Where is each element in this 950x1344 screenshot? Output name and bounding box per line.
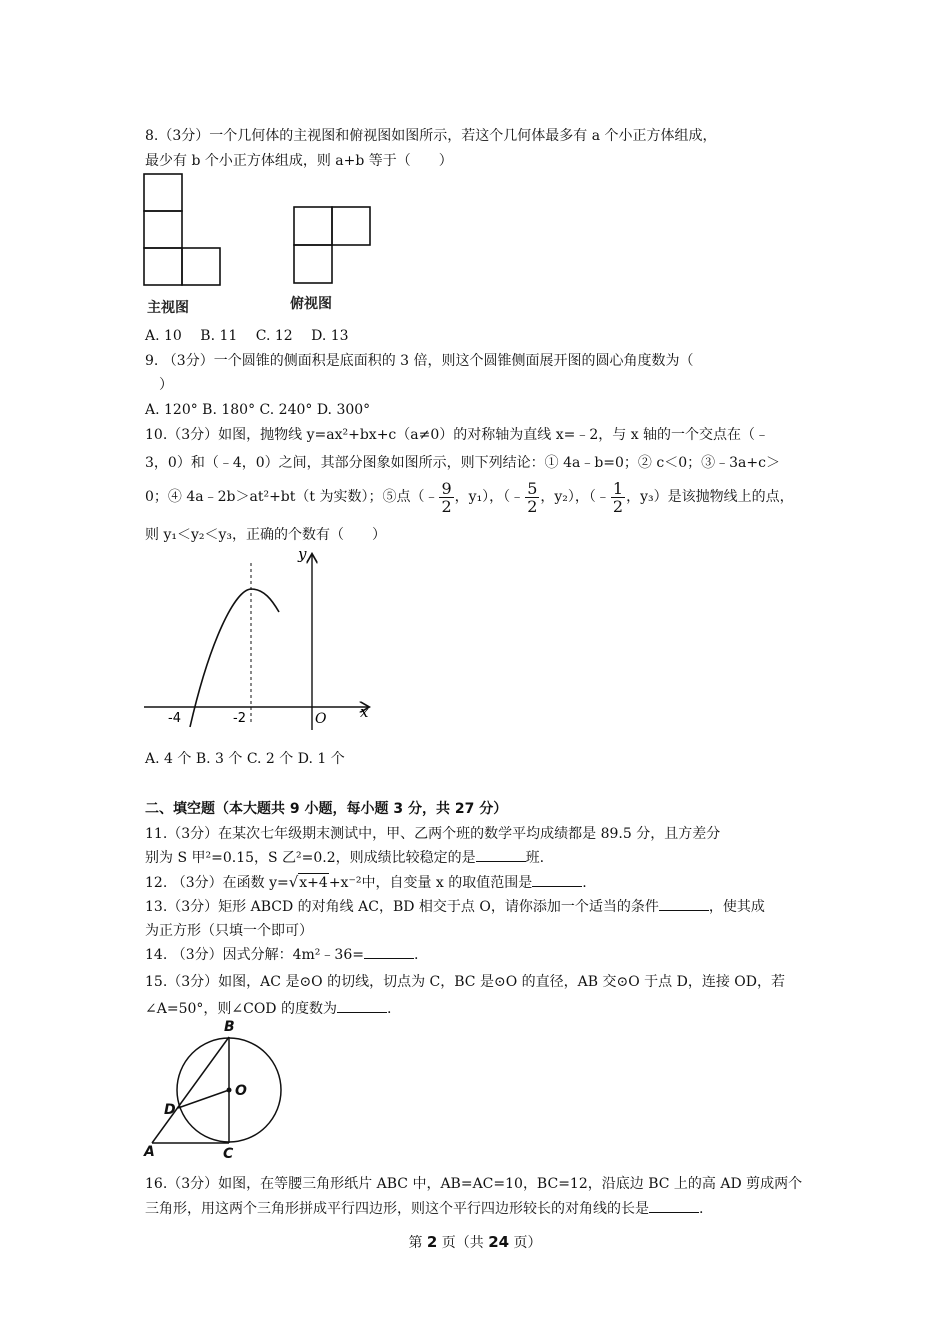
- sqrt-radicand: x+4: [299, 875, 328, 891]
- q16-line2: 三角形，用这两个三角形拼成平行四边形，则这个平行四边形较长的对角线的长是 .: [145, 1201, 704, 1217]
- segment-od: [178, 1090, 229, 1108]
- fraction-5-2: $\frac{5}{2}$: [527, 478, 538, 516]
- top-view-cell: [294, 245, 332, 283]
- answer-blank[interactable]: [364, 946, 414, 959]
- answer-blank[interactable]: [532, 874, 582, 887]
- page-footer: 第 2 页（共 24 页）: [408, 1233, 542, 1251]
- front-view-cell: [144, 211, 182, 248]
- top-view-cell: [294, 207, 332, 245]
- front-view-label: 主视图: [147, 300, 189, 316]
- tick-label-neg2: -2: [233, 711, 246, 726]
- section2-heading: 二、填空题（本大题共 9 小题，每小题 3 分，共 27 分）: [145, 801, 508, 817]
- line-ab: [152, 1037, 229, 1143]
- circle-tangent-figure: [140, 1015, 295, 1160]
- q10-line3-a: 0；④ 4a﹣2b＞at²+bt（t 为实数）；⑤点（﹣: [145, 489, 439, 505]
- q14-line: 14. （3分）因式分解：4m²﹣36= .: [145, 947, 419, 963]
- q10-line3-b: ，y₁），（﹣: [454, 489, 525, 505]
- q8-line2: 最少有 b 个小正方体组成，则 a+b 等于（ ）: [145, 153, 453, 169]
- q13-line1: 13.（3分）矩形 ABCD 的对角线 AC，BD 相交于点 O，请你添加一个适当的条件 ，使其成: [145, 899, 765, 915]
- q11-line1: 11.（3分）在某次七年级期末测试中，甲、乙两个班的数学平均成绩都是 89.5 分，且方差分: [145, 826, 721, 842]
- q9-line2: ）: [145, 377, 173, 393]
- q10-line3-c: ，y₂），（﹣: [540, 489, 610, 505]
- origin-label: O: [315, 711, 327, 727]
- q9-line1: 9. （3分）一个圆锥的侧面积是底面积的 3 倍，则这个圆锥侧面展开图的圆心角度数为（: [145, 353, 694, 369]
- label-d: D: [164, 1102, 176, 1118]
- label-c: C: [223, 1146, 234, 1160]
- front-view-cell: [182, 248, 220, 285]
- page-total: 24: [488, 1233, 510, 1251]
- q10-line4: 则 y₁＜y₂＜y₃，正确的个数有（ ）: [145, 527, 387, 543]
- answer-blank[interactable]: [337, 1000, 387, 1013]
- tick-label-neg4: -4: [168, 711, 181, 726]
- label-a: A: [144, 1144, 155, 1160]
- answer-blank[interactable]: [659, 898, 709, 911]
- center-point: [227, 1088, 232, 1093]
- q10-options: A. 4 个 B. 3 个 C. 2 个 D. 1 个: [145, 751, 345, 767]
- q11-line2: 别为 S 甲²=0.15，S 乙²=0.2，则成绩比较稳定的是 班.: [145, 850, 545, 866]
- q8-line1: 8.（3分）一个几何体的主视图和俯视图如图所示，若这个几何体最多有 a 个小正方体组成，: [145, 128, 717, 144]
- page-number: 2: [426, 1233, 438, 1251]
- label-o: O: [235, 1083, 247, 1099]
- front-view-figure: [140, 170, 230, 290]
- label-b: B: [224, 1019, 235, 1035]
- front-view-cell: [144, 174, 182, 211]
- y-axis-label: y: [298, 545, 307, 563]
- top-view-figure: [290, 204, 380, 288]
- q8-options: A. 10 B. 11 C. 12 D. 13: [145, 328, 349, 344]
- q10-line3-d: ，y₃）是该抛物线上的点，: [626, 489, 794, 505]
- q10-line2: 3，0）和（﹣4，0）之间，其部分图象如图所示，则下列结论：① 4a﹣b=0；② c＜0；③﹣3a+c＞: [145, 455, 780, 471]
- q13-line2: 为正方形（只填一个即可）: [145, 923, 313, 939]
- parabola-curve: [190, 589, 279, 727]
- front-view-cell: [144, 248, 182, 285]
- fraction-9-2: $\frac{9}{2}$: [441, 478, 452, 516]
- q10-line3: [145, 477, 794, 517]
- q12-line: 12. （3分）在函数 y=√x+4+x⁻²中，自变量 x 的取值范围是 .: [145, 873, 587, 891]
- top-view-label: 俯视图: [290, 296, 332, 312]
- q15-line1: 15.（3分）如图，AC 是⊙O 的切线，切点为 C，BC 是⊙O 的直径，AB 交⊙O 于点 D，连接 OD，若: [145, 974, 785, 990]
- x-axis-label: x: [360, 703, 369, 721]
- fraction-1-2: $\frac{1}{2}$: [612, 478, 624, 516]
- top-view-cell: [332, 207, 370, 245]
- q9-options: A. 120° B. 180° C. 240° D. 300°: [145, 402, 371, 418]
- q15-line2: ∠A=50°，则∠COD 的度数为 .: [145, 1001, 392, 1017]
- q10-line1: 10.（3分）如图，抛物线 y=ax²+bx+c（a≠0）的对称轴为直线 x=﹣2，与 x 轴的一个交点在（﹣: [145, 427, 770, 443]
- answer-blank[interactable]: [476, 849, 526, 862]
- parabola-figure: [140, 545, 380, 735]
- answer-blank[interactable]: [649, 1200, 699, 1213]
- q16-line1: 16.（3分）如图，在等腰三角形纸片 ABC 中，AB=AC=10，BC=12，沿底边 BC 上的高 AD 剪成两个: [145, 1176, 803, 1192]
